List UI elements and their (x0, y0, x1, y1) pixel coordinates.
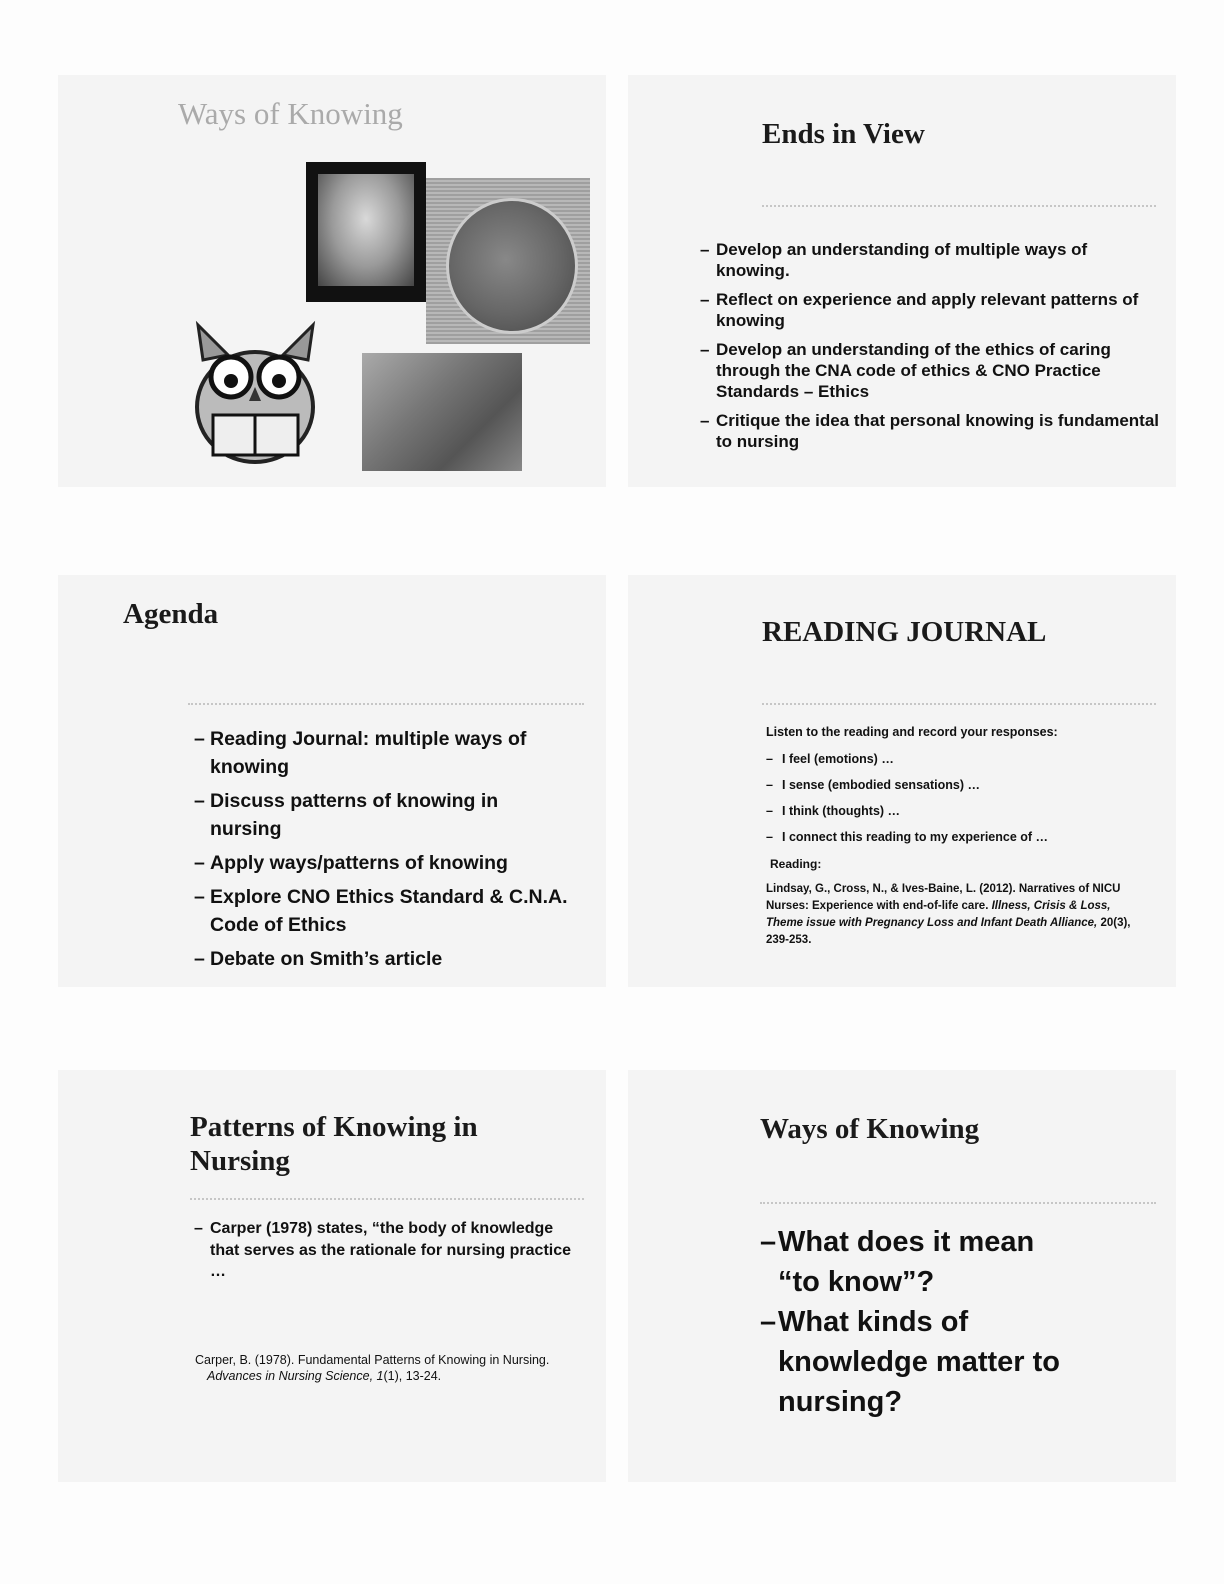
slide-agenda (58, 575, 606, 987)
list-item: – Carper (1978) states, “the body of knowledge that serves as the rationale for nursing practice … (194, 1220, 572, 1280)
title-divider (762, 205, 1156, 207)
list-item: – I think (thoughts) … (766, 804, 901, 818)
list-item: – Critique the idea that personal knowing is fundamental to nursing (700, 411, 1159, 451)
owl-reading-icon (183, 315, 328, 470)
ethics-globe-image (426, 178, 590, 344)
slide-patterns-of-knowing (58, 1070, 606, 1482)
list-item: – Explore CNO Ethics Standard & C.N.A. Code of Ethics (194, 886, 568, 936)
slide-title: READING JOURNAL (762, 616, 1047, 648)
list-item: – I feel (emotions) … (766, 752, 894, 766)
dancer-photo (306, 162, 426, 302)
list-item: – Reflect on experience and apply relevant patterns of knowing (700, 290, 1139, 330)
questions-list (760, 1222, 1080, 1422)
slide-title: Ways of Knowing (178, 96, 403, 131)
carper-reference: Carper, B. (1978). Fundamental Patterns of Knowing in Nursing. Advances in Nursing Science, 1(1), 13-24. (195, 1353, 550, 1383)
list-item: – Develop an understanding of multiple ways of knowing. (700, 240, 1088, 280)
slide-ends-in-view (628, 75, 1176, 487)
slide-reading-journal (628, 575, 1176, 987)
slide-ways-of-knowing-questions (628, 1070, 1176, 1482)
list-item: – What kinds of knowledge matter to nursing? (760, 1306, 1060, 1418)
agenda-list (194, 725, 574, 973)
list-item: – Debate on Smith’s article (194, 948, 443, 970)
list-item: – Discuss patterns of knowing in nursing (194, 790, 499, 840)
list-item: – Develop an understanding of the ethics of caring through the CNA code of ethics & CNO Practice Standards – Ethics (700, 340, 1111, 401)
nurse-patient-photo (362, 353, 522, 471)
journal-prompts (766, 751, 1146, 845)
list-item: – Apply ways/patterns of knowing (194, 852, 508, 874)
list-item: – Reading Journal: multiple ways of knowing (194, 728, 527, 778)
slide-title: Ways of Knowing (760, 1113, 980, 1145)
list-item: – What does it mean “to know”? (760, 1226, 1035, 1298)
slide-title: Patterns of Knowing in Nursing (190, 1111, 478, 1177)
title-divider (190, 1198, 584, 1200)
title-divider (188, 703, 584, 705)
list-item: – I sense (embodied sensations) … (766, 778, 980, 792)
patterns-list (194, 1218, 574, 1283)
slide-title: Agenda (123, 598, 219, 630)
title-divider (760, 1202, 1156, 1204)
slide-title: Ends in View (762, 118, 925, 150)
objectives-list (700, 239, 1160, 452)
reading-label: Reading: (770, 857, 822, 871)
slide-ways-of-knowing-images (58, 75, 606, 487)
list-item: – I connect this reading to my experience of … (766, 830, 1049, 844)
reading-reference: Lindsay, G., Cross, N., & Ives-Baine, L. (2012). Narratives of NICU Nurses: Experience with end-of-life care. Illness, Crisis & Loss, Theme issue with Pregnancy Loss and Infant Death Alliance, 20(3), 239-253. (766, 883, 1131, 946)
title-divider (762, 703, 1156, 705)
journal-intro: Listen to the reading and record your responses: (766, 725, 1058, 739)
